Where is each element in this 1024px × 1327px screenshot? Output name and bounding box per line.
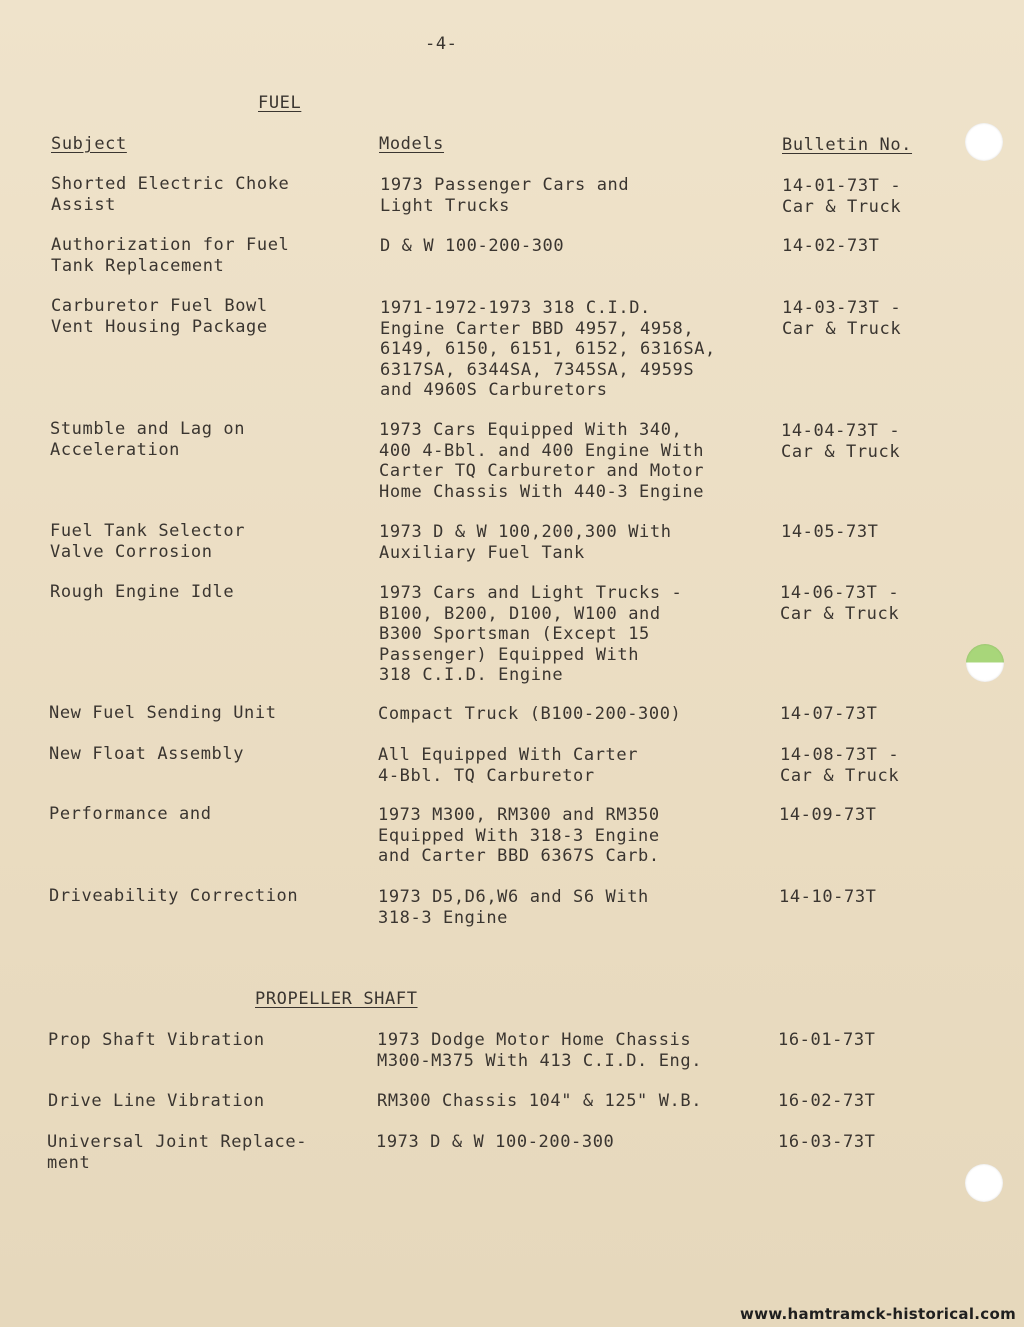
binder-hole-top [965, 123, 1003, 161]
fuel-row-5-models: 1973 D & W 100,200,300 With Auxiliary Fuel Tank [379, 522, 672, 563]
fuel-row-1-subject: Shorted Electric Choke Assist [51, 174, 290, 215]
fuel-row-8-subject: New Float Assembly [49, 744, 245, 764]
fuel-row-4-models: 1973 Cars Equipped With 340, 400 4-Bbl. and 400 Engine With Carter TQ Carburetor and Motor Home Chassis With 440-3 Engine [379, 420, 705, 502]
binder-hole-bottom [965, 1164, 1003, 1202]
fuel-row-1-models: 1973 Passenger Cars and Light Trucks [380, 175, 630, 216]
prop-row-2-subject: Drive Line Vibration [48, 1091, 265, 1111]
column-header-models: Models [379, 134, 445, 154]
fuel-row-9-subject: Performance and [49, 804, 212, 824]
fuel-row-7-bulletin: 14-07-73T [780, 704, 878, 724]
prop-row-3-bulletin: 16-03-73T [778, 1132, 876, 1152]
prop-row-1-models: 1973 Dodge Motor Home Chassis M300-M375 With 413 C.I.D. Eng. [377, 1030, 703, 1071]
fuel-row-6-subject: Rough Engine Idle [50, 582, 235, 602]
prop-row-3-subject: Universal Joint Replace- ment [47, 1132, 308, 1173]
fuel-row-9-models: 1973 M300, RM300 and RM350 Equipped With 318-3 Engine and Carter BBD 6367S Carb. [378, 805, 660, 866]
fuel-row-10-bulletin: 14-10-73T [779, 887, 877, 907]
fuel-row-4-bulletin: 14-04-73T - Car & Truck [781, 421, 901, 462]
prop-row-1-subject: Prop Shaft Vibration [48, 1030, 265, 1050]
fuel-heading: FUEL [258, 93, 302, 113]
fuel-row-2-subject: Authorization for Fuel Tank Replacement [51, 235, 290, 276]
website-watermark: www.hamtramck-historical.com [740, 1305, 1016, 1323]
fuel-row-10-models: 1973 D5,D6,W6 and S6 With 318-3 Engine [378, 887, 649, 928]
fuel-row-9-bulletin: 14-09-73T [779, 805, 877, 825]
fuel-row-2-models: D & W 100-200-300 [380, 236, 565, 256]
fuel-row-5-bulletin: 14-05-73T [781, 522, 879, 542]
fuel-row-7-models: Compact Truck (B100-200-300) [378, 704, 682, 724]
fuel-row-3-bulletin: 14-03-73T - Car & Truck [782, 298, 902, 339]
binder-hole-middle [966, 644, 1004, 682]
fuel-row-4-subject: Stumble and Lag on Acceleration [50, 419, 246, 460]
prop-row-1-bulletin: 16-01-73T [778, 1030, 876, 1050]
fuel-row-2-bulletin: 14-02-73T [782, 236, 880, 256]
fuel-row-6-bulletin: 14-06-73T - Car & Truck [780, 583, 900, 624]
column-header-bulletin: Bulletin No. [782, 135, 913, 155]
prop-row-2-bulletin: 16-02-73T [778, 1091, 876, 1111]
prop-row-2-models: RM300 Chassis 104" & 125" W.B. [377, 1091, 703, 1111]
fuel-row-3-subject: Carburetor Fuel Bowl Vent Housing Package [51, 296, 268, 337]
fuel-row-7-subject: New Fuel Sending Unit [49, 703, 277, 723]
column-header-subject: Subject [51, 134, 127, 154]
fuel-row-8-bulletin: 14-08-73T - Car & Truck [780, 745, 900, 786]
prop-row-3-models: 1973 D & W 100-200-300 [376, 1132, 615, 1152]
fuel-row-3-models: 1971-1972-1973 318 C.I.D. Engine Carter BBD 4957, 4958, 6149, 6150, 6151, 6152, 6316SA, 6317SA, 6344SA, 7345SA, 4959S and 4960S Carburetors [380, 298, 716, 400]
fuel-row-5-subject: Fuel Tank Selector Valve Corrosion [50, 521, 246, 562]
page-number: -4- [425, 34, 458, 54]
fuel-row-10-subject: Driveability Correction [49, 886, 299, 906]
fuel-row-6-models: 1973 Cars and Light Trucks - B100, B200, D100, W100 and B300 Sportsman (Except 15 Passenger) Equipped With 318 C.I.D. Engine [379, 583, 683, 685]
fuel-row-8-models: All Equipped With Carter 4-Bbl. TQ Carburetor [378, 745, 639, 786]
fuel-row-1-bulletin: 14-01-73T - Car & Truck [782, 176, 902, 217]
propeller-shaft-heading: PROPELLER SHAFT [255, 989, 418, 1009]
